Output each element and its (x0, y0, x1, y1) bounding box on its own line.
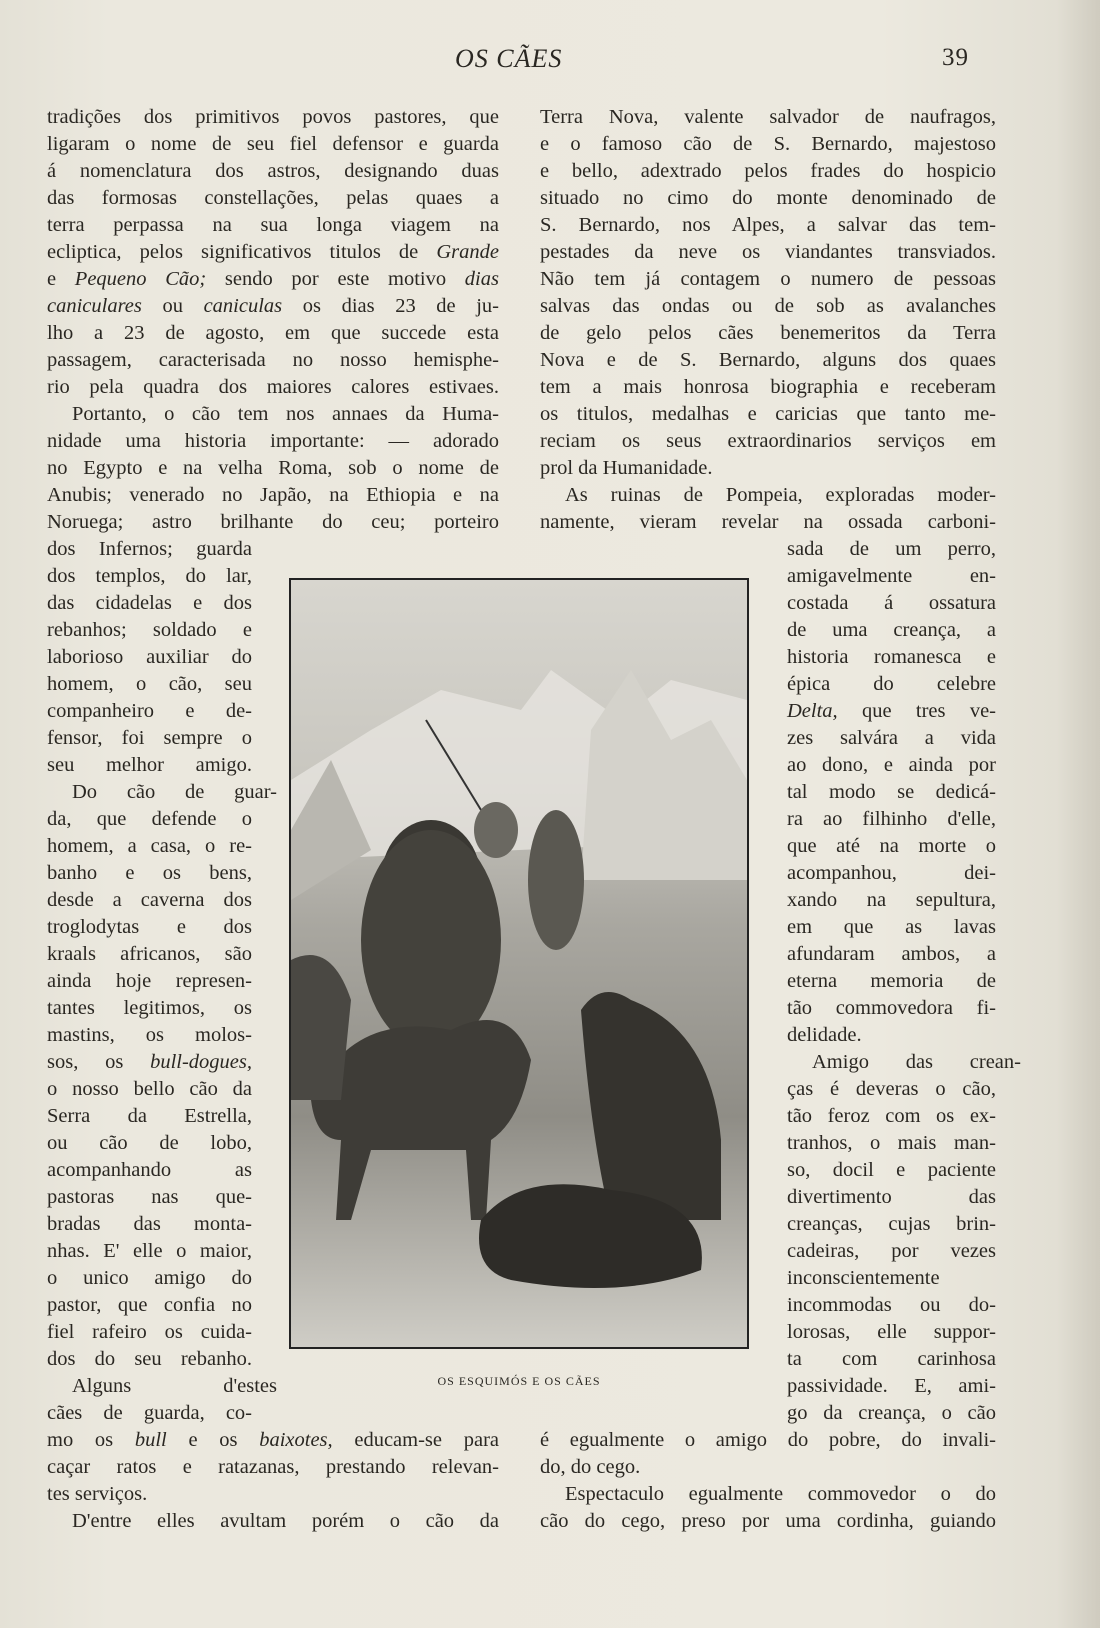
text-line: pastor, que confia no (47, 1294, 252, 1316)
text-line: o nosso bello cão da (47, 1078, 252, 1100)
text-line (787, 698, 996, 725)
italic-term: dias (464, 268, 499, 290)
text-line: bradas das monta- (47, 1213, 252, 1235)
text-line: tes serviços. (47, 1483, 148, 1505)
text-line (47, 266, 499, 293)
text-segment: e os (166, 1429, 260, 1451)
text-segment: mo os (47, 1429, 135, 1451)
text-line: e bello, adextrado pelos frades do hospicio (540, 160, 996, 182)
text-line: situado no cimo do monte denominado de (540, 187, 996, 209)
text-line: lorosas, elle suppor- (787, 1321, 996, 1343)
italic-term: Grande (436, 241, 499, 263)
text-line: tão feroz com os ex- (787, 1105, 996, 1127)
text-line: cadeiras, por vezes (787, 1240, 996, 1262)
text-line: inconscientemente (787, 1267, 940, 1289)
text-line: cão do cego, preso por uma cordinha, guiando (540, 1510, 996, 1532)
text-segment: sos, os (47, 1051, 151, 1073)
text-line: Terra Nova, valente salvador de naufragos, (540, 106, 996, 128)
text-line: Não tem já contagem o numero de pessoas (540, 268, 996, 290)
text-line: dos Infernos; guarda (47, 538, 252, 560)
text-line: das cidadelas e dos (47, 592, 252, 614)
text-line: kraals africanos, são (47, 943, 252, 965)
italic-term: Delta, (787, 700, 838, 722)
text-line: creanças, cujas brin- (787, 1213, 996, 1235)
engraving-eskimos-and-dogs (289, 578, 749, 1349)
figure-caption: OS ESQUIMÓS E OS CÃES (437, 1374, 601, 1388)
text-line: dos do seu rebanho. (47, 1348, 252, 1370)
italic-term: baixotes, (259, 1429, 333, 1451)
text-line: incommodas ou do- (787, 1294, 996, 1316)
text-line: salvas das ondas ou de sob as avalanches (540, 295, 996, 317)
text-line: Nova e de S. Bernardo, alguns dos quaes (540, 349, 996, 371)
text-line: da, que defende o (47, 808, 252, 830)
text-segment: os dias 23 de ju- (282, 295, 499, 317)
text-segment: e (47, 268, 75, 290)
text-line: o unico amigo do (47, 1267, 252, 1289)
text-line: D'entre elles avultam porém o cão da (72, 1510, 499, 1532)
text-line: no Egypto e na velha Roma, sob o nome de (47, 457, 499, 479)
text-line: prol da Humanidade. (540, 457, 713, 479)
text-line: Portanto, o cão tem nos annaes da Huma- (72, 403, 499, 425)
text-line: Amigo das crean- (812, 1051, 1021, 1073)
text-line: acompanhando as (47, 1159, 252, 1181)
page-number: 39 (942, 44, 969, 71)
text-line: nhas. E' elle o maior, (47, 1240, 252, 1262)
text-line: divertimento das (787, 1186, 996, 1208)
text-line: de uma creança, a (787, 619, 996, 641)
text-line: e o famoso cão de S. Bernardo, majestoso (540, 133, 996, 155)
running-head-title: OS CÃES (455, 44, 563, 73)
text-line: tão commovedora fi- (787, 997, 996, 1019)
text-line: ou cão de lobo, (47, 1132, 252, 1154)
text-line: nidade uma historia importante: — adorado (47, 430, 499, 452)
text-line: á nomenclatura dos astros, designando duas (47, 160, 499, 182)
text-line: lho a 23 de agosto, em que succede esta (47, 322, 499, 344)
text-line: de gelo pelos cães benemeritos da Terra (540, 322, 996, 344)
text-line: costada á ossatura (787, 592, 996, 614)
text-line: épica do celebre (787, 673, 996, 695)
text-line: Espectaculo egualmente commovedor o do (565, 1483, 996, 1505)
italic-term: caniculas (203, 295, 283, 317)
text-line: banho e os bens, (47, 862, 252, 884)
text-line: sada de um perro, (787, 538, 996, 560)
text-line: terra perpassa na sua longa viagem na (47, 214, 499, 236)
text-line: tal modo se dedicá- (787, 781, 996, 803)
text-line: ainda hoje represen- (47, 970, 252, 992)
text-line: homem, o cão, seu (47, 673, 252, 695)
text-line: tantes legitimos, os (47, 997, 252, 1019)
text-line: Anubis; venerado no Japão, na Ethiopia e na (47, 484, 499, 506)
text-line: laborioso auxiliar do (47, 646, 252, 668)
text-line: ligaram o nome de seu fiel defensor e guarda (47, 133, 499, 155)
text-line: tradições dos primitivos povos pastores, que (47, 106, 499, 128)
text-line: Alguns d'estes (72, 1375, 277, 1397)
text-line (47, 1049, 252, 1076)
text-line: Serra da Estrella, (47, 1105, 252, 1127)
text-line: tranhos, o mais man- (787, 1132, 996, 1154)
text-line: que até na morte o (787, 835, 996, 857)
text-segment: sendo por este motivo (206, 268, 465, 290)
text-line: em que as lavas (787, 916, 996, 938)
text-line: fensor, foi sempre o (47, 727, 252, 749)
text-line: das formosas constellações, pelas quaes a (47, 187, 499, 209)
text-line: reciam os seus extraordinarios serviços em (540, 430, 996, 452)
text-line: passagem, caracterisada no nosso hemisphe- (47, 349, 499, 371)
text-line: afundaram ambos, a (787, 943, 996, 965)
text-line: go da creança, o cão (787, 1402, 996, 1424)
text-line: é egualmente o amigo do pobre, do invali- (540, 1429, 996, 1451)
text-line: homem, a casa, o re- (47, 835, 252, 857)
text-line: Noruega; astro brilhante do ceu; porteiro (47, 511, 499, 533)
text-line: ças é deveras o cão, (787, 1078, 996, 1100)
italic-term: caniculares (47, 295, 142, 317)
text-line: ra ao filhinho d'elle, (787, 808, 996, 830)
text-line: troglodytas e dos (47, 916, 252, 938)
text-segment: ecliptica, pelos significativos titulos de (47, 241, 437, 263)
text-line: pastoras nas que- (47, 1186, 252, 1208)
text-line: xando na sepultura, (787, 889, 996, 911)
text-line (47, 239, 499, 266)
text-line: ta com carinhosa (787, 1348, 996, 1370)
text-line: dos templos, do lar, (47, 565, 252, 587)
text-line: S. Bernardo, nos Alpes, a salvar das tem- (540, 214, 996, 236)
text-line: os titulos, medalhas e caricias que tanto me- (540, 403, 996, 425)
text-line (47, 293, 499, 320)
text-line: pestades da neve os viandantes transviados. (540, 241, 996, 263)
text-line: passividade. E, ami- (787, 1375, 996, 1397)
text-line: companheiro e de- (47, 700, 252, 722)
text-line: eterna memoria de (787, 970, 996, 992)
text-line: As ruinas de Pompeia, exploradas moder- (565, 484, 996, 506)
text-line: mastins, os molos- (47, 1024, 252, 1046)
text-line: delidade. (787, 1024, 862, 1046)
italic-term: bull-dogues, (150, 1051, 252, 1073)
text-line: Do cão de guar- (72, 781, 277, 803)
text-line: do, do cego. (540, 1456, 641, 1478)
text-line: tem a mais honrosa biographia e receberam (540, 376, 996, 398)
text-segment: ou (141, 295, 204, 317)
text-line: namente, vieram revelar na ossada carboni- (540, 511, 996, 533)
text-line: amigavelmente en- (787, 565, 996, 587)
text-line: ao dono, e ainda por (787, 754, 996, 776)
italic-term: bull (134, 1429, 167, 1451)
text-line: zes salvára a vida (787, 727, 996, 749)
text-line: desde a caverna dos (47, 889, 252, 911)
text-line: historia romanesca e (787, 646, 996, 668)
text-segment: educam-se para (332, 1429, 499, 1451)
text-line: fiel rafeiro os cuida- (47, 1321, 252, 1343)
text-line: caçar ratos e ratazanas, prestando relevan- (47, 1456, 499, 1478)
text-line: so, docil e paciente (787, 1159, 996, 1181)
text-segment: que tres ve- (837, 700, 996, 722)
text-line: rio pela quadra dos maiores calores estivaes. (47, 376, 499, 398)
text-line (47, 1427, 499, 1454)
text-line: cães de guarda, co- (47, 1402, 252, 1424)
text-line: rebanhos; soldado e (47, 619, 252, 641)
text-line: seu melhor amigo. (47, 754, 252, 776)
italic-term: Pequeno Cão; (74, 268, 207, 290)
text-line: acompanhou, dei- (787, 862, 996, 884)
